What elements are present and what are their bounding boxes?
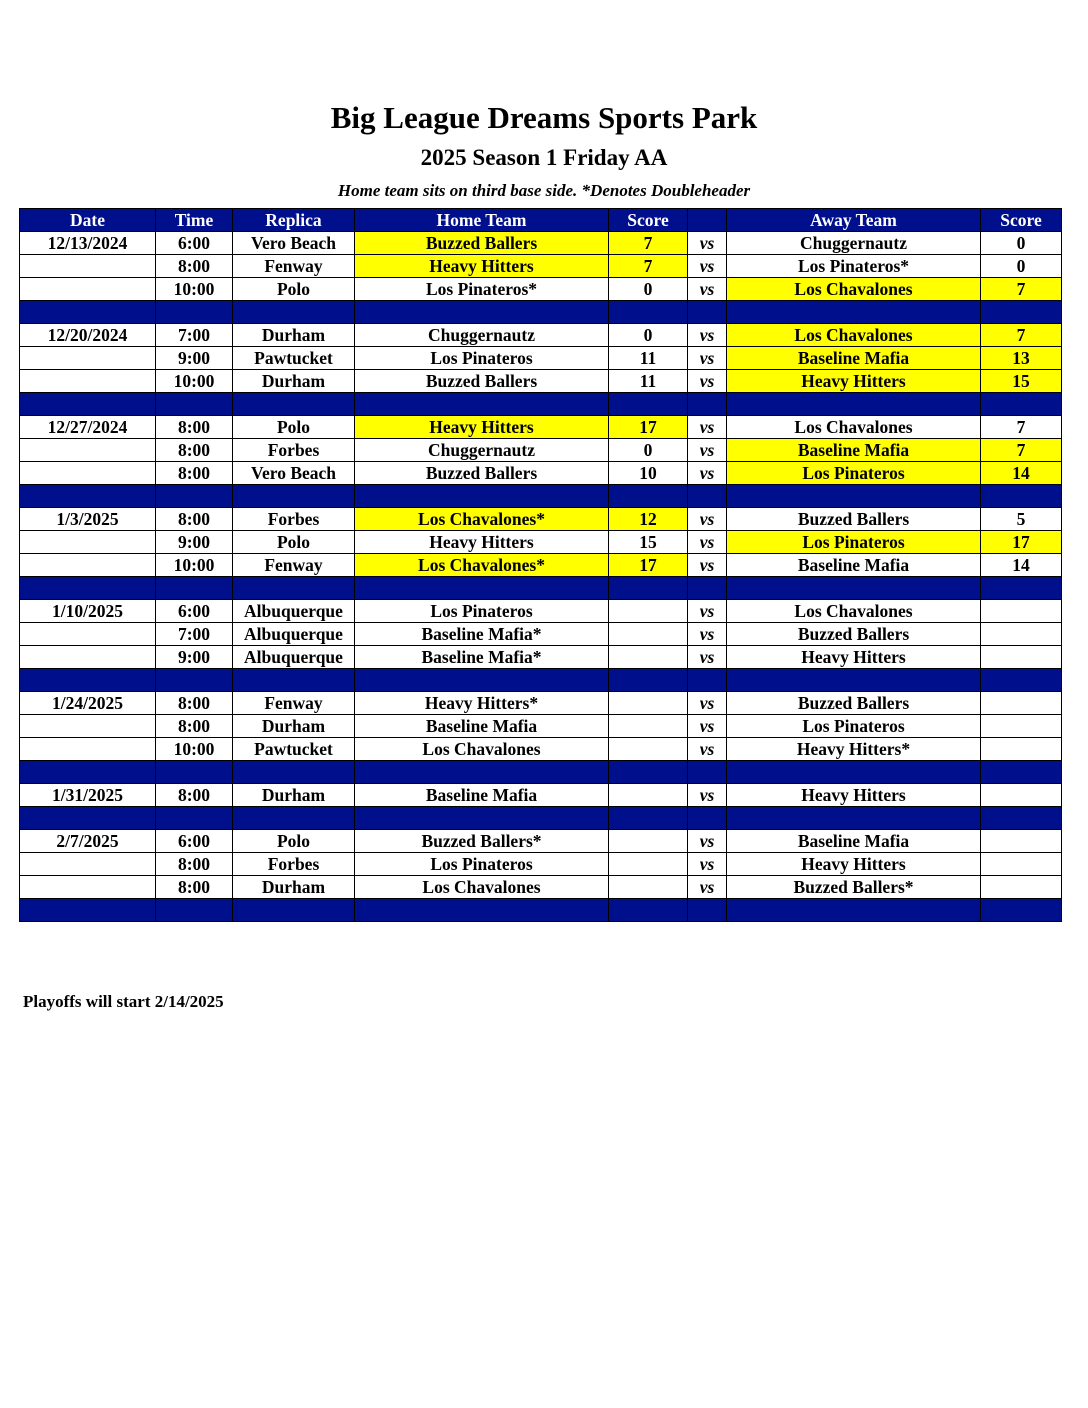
separator-cell [609,761,688,784]
separator-cell [727,577,981,600]
game-row [20,623,1062,646]
schedule-note: Home team sits on third base side. *Denotes Doubleheader [337,181,751,200]
away-team-cell: Heavy Hitters [727,370,981,393]
separator-cell [727,761,981,784]
away-score-cell [981,623,1062,646]
home-team-cell: Los Chavalones* [355,554,609,577]
home-team-cell: Heavy Hitters [355,531,609,554]
separator-cell [156,577,233,600]
date-cell [20,623,156,646]
home-score-cell [609,646,688,669]
home-team-cell: Baseline Mafia [355,715,609,738]
game-row [20,876,1062,899]
separator-cell [688,485,727,508]
replica-cell: Forbes [233,439,355,462]
home-score-cell: 11 [609,370,688,393]
game-row [20,830,1062,853]
home-team-cell: Los Chavalones [355,738,609,761]
home-team-cell: Baseline Mafia* [355,623,609,646]
game-row [20,646,1062,669]
separator-cell [688,393,727,416]
separator-cell [355,807,609,830]
date-cell [20,531,156,554]
separator-cell [981,669,1062,692]
vs-cell: vs [688,830,727,853]
separator-cell [609,577,688,600]
replica-cell: Forbes [233,853,355,876]
home-score-cell: 7 [609,255,688,278]
home-score-cell [609,830,688,853]
separator-cell [727,669,981,692]
away-score-cell: 5 [981,508,1062,531]
away-team-cell: Heavy Hitters [727,853,981,876]
date-cell: 1/24/2025 [20,692,156,715]
separator-cell [156,669,233,692]
away-score-cell [981,784,1062,807]
date-cell [20,278,156,301]
replica-cell: Polo [233,830,355,853]
time-cell: 8:00 [156,715,233,738]
time-cell: 8:00 [156,462,233,485]
away-team-cell: Buzzed Ballers* [727,876,981,899]
column-header-away-score: Score [981,209,1062,232]
home-score-cell: 10 [609,462,688,485]
game-row [20,370,1062,393]
home-score-cell: 17 [609,416,688,439]
game-row [20,531,1062,554]
away-team-cell: Heavy Hitters [727,784,981,807]
replica-cell: Pawtucket [233,738,355,761]
home-score-cell: 0 [609,324,688,347]
game-row [20,232,1062,255]
separator-cell [688,301,727,324]
separator-cell [727,485,981,508]
column-header-replica: Replica [233,209,355,232]
separator-cell [233,393,355,416]
date-cell: 12/20/2024 [20,324,156,347]
game-row [20,508,1062,531]
away-team-cell: Los Chavalones [727,278,981,301]
time-cell: 8:00 [156,692,233,715]
away-team-cell: Los Chavalones [727,324,981,347]
date-cell: 1/10/2025 [20,600,156,623]
vs-cell: vs [688,370,727,393]
away-score-cell [981,876,1062,899]
separator-cell [355,393,609,416]
home-score-cell: 17 [609,554,688,577]
vs-cell: vs [688,255,727,278]
time-cell: 8:00 [156,508,233,531]
home-team-cell: Baseline Mafia* [355,646,609,669]
away-score-cell: 14 [981,554,1062,577]
date-cell [20,876,156,899]
time-cell: 6:00 [156,830,233,853]
away-score-cell: 7 [981,278,1062,301]
separator-cell [233,807,355,830]
replica-cell: Durham [233,876,355,899]
time-cell: 8:00 [156,876,233,899]
time-cell: 6:00 [156,232,233,255]
home-team-cell: Chuggernautz [355,439,609,462]
away-score-cell [981,738,1062,761]
vs-cell: vs [688,784,727,807]
away-team-cell: Los Pinateros* [727,255,981,278]
schedule-body [20,232,1062,922]
separator-cell [609,669,688,692]
time-cell: 9:00 [156,347,233,370]
separator-cell [727,301,981,324]
away-score-cell: 7 [981,439,1062,462]
game-row [20,439,1062,462]
game-row [20,347,1062,370]
home-team-cell: Heavy Hitters* [355,692,609,715]
away-team-cell: Los Pinateros [727,462,981,485]
away-score-cell [981,715,1062,738]
home-score-cell [609,692,688,715]
separator-cell [981,301,1062,324]
time-cell: 10:00 [156,554,233,577]
home-team-cell: Buzzed Ballers [355,370,609,393]
replica-cell: Albuquerque [233,623,355,646]
separator-cell [156,485,233,508]
away-score-cell [981,853,1062,876]
away-score-cell [981,830,1062,853]
away-score-cell [981,692,1062,715]
date-cell [20,738,156,761]
separator-cell [981,577,1062,600]
vs-cell: vs [688,600,727,623]
separator-cell [355,899,609,922]
away-team-cell: Buzzed Ballers [727,623,981,646]
away-team-cell: Baseline Mafia [727,554,981,577]
week-separator-row [20,393,1062,416]
time-cell: 10:00 [156,278,233,301]
home-team-cell: Los Chavalones* [355,508,609,531]
away-team-cell: Chuggernautz [727,232,981,255]
week-separator-row [20,761,1062,784]
game-row [20,715,1062,738]
vs-cell: vs [688,853,727,876]
week-separator-row [20,807,1062,830]
replica-cell: Durham [233,370,355,393]
separator-cell [233,669,355,692]
away-team-cell: Los Pinateros [727,715,981,738]
vs-cell: vs [688,554,727,577]
away-team-cell: Baseline Mafia [727,347,981,370]
replica-cell: Vero Beach [233,232,355,255]
time-cell: 8:00 [156,255,233,278]
away-score-cell: 0 [981,232,1062,255]
schedule-table [19,208,1062,922]
vs-cell: vs [688,508,727,531]
game-row [20,784,1062,807]
separator-cell [355,669,609,692]
home-score-cell: 15 [609,531,688,554]
separator-cell [20,393,156,416]
week-separator-row [20,485,1062,508]
home-score-cell [609,876,688,899]
separator-cell [355,485,609,508]
home-score-cell: 12 [609,508,688,531]
game-row [20,600,1062,623]
separator-cell [355,761,609,784]
column-header-away-team: Away Team [727,209,981,232]
separator-cell [20,485,156,508]
game-row [20,554,1062,577]
column-header-home-team: Home Team [355,209,609,232]
game-row [20,462,1062,485]
replica-cell: Fenway [233,692,355,715]
game-row [20,278,1062,301]
week-separator-row [20,669,1062,692]
week-separator-row [20,577,1062,600]
date-cell [20,439,156,462]
game-row [20,853,1062,876]
vs-cell: vs [688,232,727,255]
replica-cell: Durham [233,324,355,347]
vs-cell: vs [688,531,727,554]
separator-cell [727,899,981,922]
replica-cell: Durham [233,784,355,807]
separator-cell [609,807,688,830]
date-cell: 1/31/2025 [20,784,156,807]
separator-cell [981,393,1062,416]
home-team-cell: Buzzed Ballers* [355,830,609,853]
vs-cell: vs [688,416,727,439]
time-cell: 7:00 [156,623,233,646]
away-score-cell: 17 [981,531,1062,554]
home-team-cell: Buzzed Ballers [355,462,609,485]
separator-cell [609,301,688,324]
separator-cell [981,485,1062,508]
separator-cell [20,301,156,324]
home-team-cell: Los Pinateros [355,600,609,623]
separator-cell [233,577,355,600]
vs-cell: vs [688,646,727,669]
home-team-cell: Los Pinateros* [355,278,609,301]
vs-cell: vs [688,876,727,899]
game-row [20,416,1062,439]
separator-cell [156,807,233,830]
separator-cell [20,761,156,784]
time-cell: 8:00 [156,784,233,807]
separator-cell [156,899,233,922]
playoffs-note: Playoffs will start 2/14/2025 [23,992,224,1011]
home-team-cell: Los Chavalones [355,876,609,899]
vs-cell: vs [688,278,727,301]
separator-cell [20,669,156,692]
home-team-cell: Heavy Hitters [355,416,609,439]
away-score-cell: 0 [981,255,1062,278]
separator-cell [156,761,233,784]
away-score-cell: 7 [981,324,1062,347]
home-score-cell [609,715,688,738]
separator-cell [688,669,727,692]
vs-cell: vs [688,692,727,715]
away-score-cell [981,646,1062,669]
column-header-time: Time [156,209,233,232]
game-row [20,255,1062,278]
home-score-cell [609,738,688,761]
time-cell: 10:00 [156,738,233,761]
away-score-cell: 7 [981,416,1062,439]
home-team-cell: Los Pinateros [355,853,609,876]
vs-cell: vs [688,439,727,462]
vs-cell: vs [688,347,727,370]
replica-cell: Albuquerque [233,646,355,669]
replica-cell: Vero Beach [233,462,355,485]
time-cell: 8:00 [156,416,233,439]
separator-cell [688,899,727,922]
replica-cell: Fenway [233,255,355,278]
away-score-cell: 14 [981,462,1062,485]
date-cell: 1/3/2025 [20,508,156,531]
vs-cell: vs [688,324,727,347]
away-score-cell [981,600,1062,623]
home-score-cell [609,784,688,807]
column-header-vs [688,209,727,232]
vs-cell: vs [688,623,727,646]
week-separator-row [20,301,1062,324]
away-team-cell: Baseline Mafia [727,439,981,462]
date-cell [20,853,156,876]
separator-cell [233,301,355,324]
home-score-cell: 7 [609,232,688,255]
separator-cell [233,899,355,922]
page-title: Big League Dreams Sports Park [330,100,758,135]
time-cell: 8:00 [156,853,233,876]
date-cell: 2/7/2025 [20,830,156,853]
away-team-cell: Los Chavalones [727,416,981,439]
game-row [20,324,1062,347]
separator-cell [233,761,355,784]
home-score-cell [609,600,688,623]
home-score-cell [609,853,688,876]
date-cell: 12/27/2024 [20,416,156,439]
separator-cell [355,577,609,600]
separator-cell [156,393,233,416]
separator-cell [233,485,355,508]
home-team-cell: Heavy Hitters [355,255,609,278]
replica-cell: Forbes [233,508,355,531]
separator-cell [20,807,156,830]
time-cell: 9:00 [156,531,233,554]
separator-cell [981,899,1062,922]
vs-cell: vs [688,462,727,485]
separator-cell [355,301,609,324]
replica-cell: Polo [233,278,355,301]
away-team-cell: Heavy Hitters* [727,738,981,761]
home-score-cell: 11 [609,347,688,370]
week-separator-row [20,899,1062,922]
date-cell [20,347,156,370]
game-row [20,738,1062,761]
time-cell: 9:00 [156,646,233,669]
separator-cell [20,899,156,922]
vs-cell: vs [688,738,727,761]
date-cell [20,646,156,669]
away-team-cell: Heavy Hitters [727,646,981,669]
home-score-cell: 0 [609,439,688,462]
date-cell: 12/13/2024 [20,232,156,255]
date-cell [20,255,156,278]
separator-cell [688,761,727,784]
home-score-cell [609,623,688,646]
time-cell: 8:00 [156,439,233,462]
home-score-cell: 0 [609,278,688,301]
page-subtitle: 2025 Season 1 Friday AA [420,145,668,170]
replica-cell: Pawtucket [233,347,355,370]
replica-cell: Durham [233,715,355,738]
separator-cell [609,899,688,922]
separator-cell [727,807,981,830]
away-team-cell: Buzzed Ballers [727,508,981,531]
header-row [20,209,1062,232]
separator-cell [981,807,1062,830]
replica-cell: Polo [233,416,355,439]
separator-cell [727,393,981,416]
separator-cell [609,485,688,508]
date-cell [20,715,156,738]
separator-cell [609,393,688,416]
date-cell [20,462,156,485]
time-cell: 6:00 [156,600,233,623]
replica-cell: Polo [233,531,355,554]
away-team-cell: Los Pinateros [727,531,981,554]
separator-cell [20,577,156,600]
away-score-cell: 15 [981,370,1062,393]
home-team-cell: Baseline Mafia [355,784,609,807]
separator-cell [688,807,727,830]
column-header-date: Date [20,209,156,232]
home-team-cell: Chuggernautz [355,324,609,347]
home-team-cell: Los Pinateros [355,347,609,370]
time-cell: 10:00 [156,370,233,393]
away-score-cell: 13 [981,347,1062,370]
time-cell: 7:00 [156,324,233,347]
separator-cell [156,301,233,324]
separator-cell [981,761,1062,784]
away-team-cell: Los Chavalones [727,600,981,623]
away-team-cell: Baseline Mafia [727,830,981,853]
home-team-cell: Buzzed Ballers [355,232,609,255]
separator-cell [688,577,727,600]
replica-cell: Albuquerque [233,600,355,623]
date-cell [20,370,156,393]
game-row [20,692,1062,715]
replica-cell: Fenway [233,554,355,577]
vs-cell: vs [688,715,727,738]
column-header-home-score: Score [609,209,688,232]
date-cell [20,554,156,577]
away-team-cell: Buzzed Ballers [727,692,981,715]
